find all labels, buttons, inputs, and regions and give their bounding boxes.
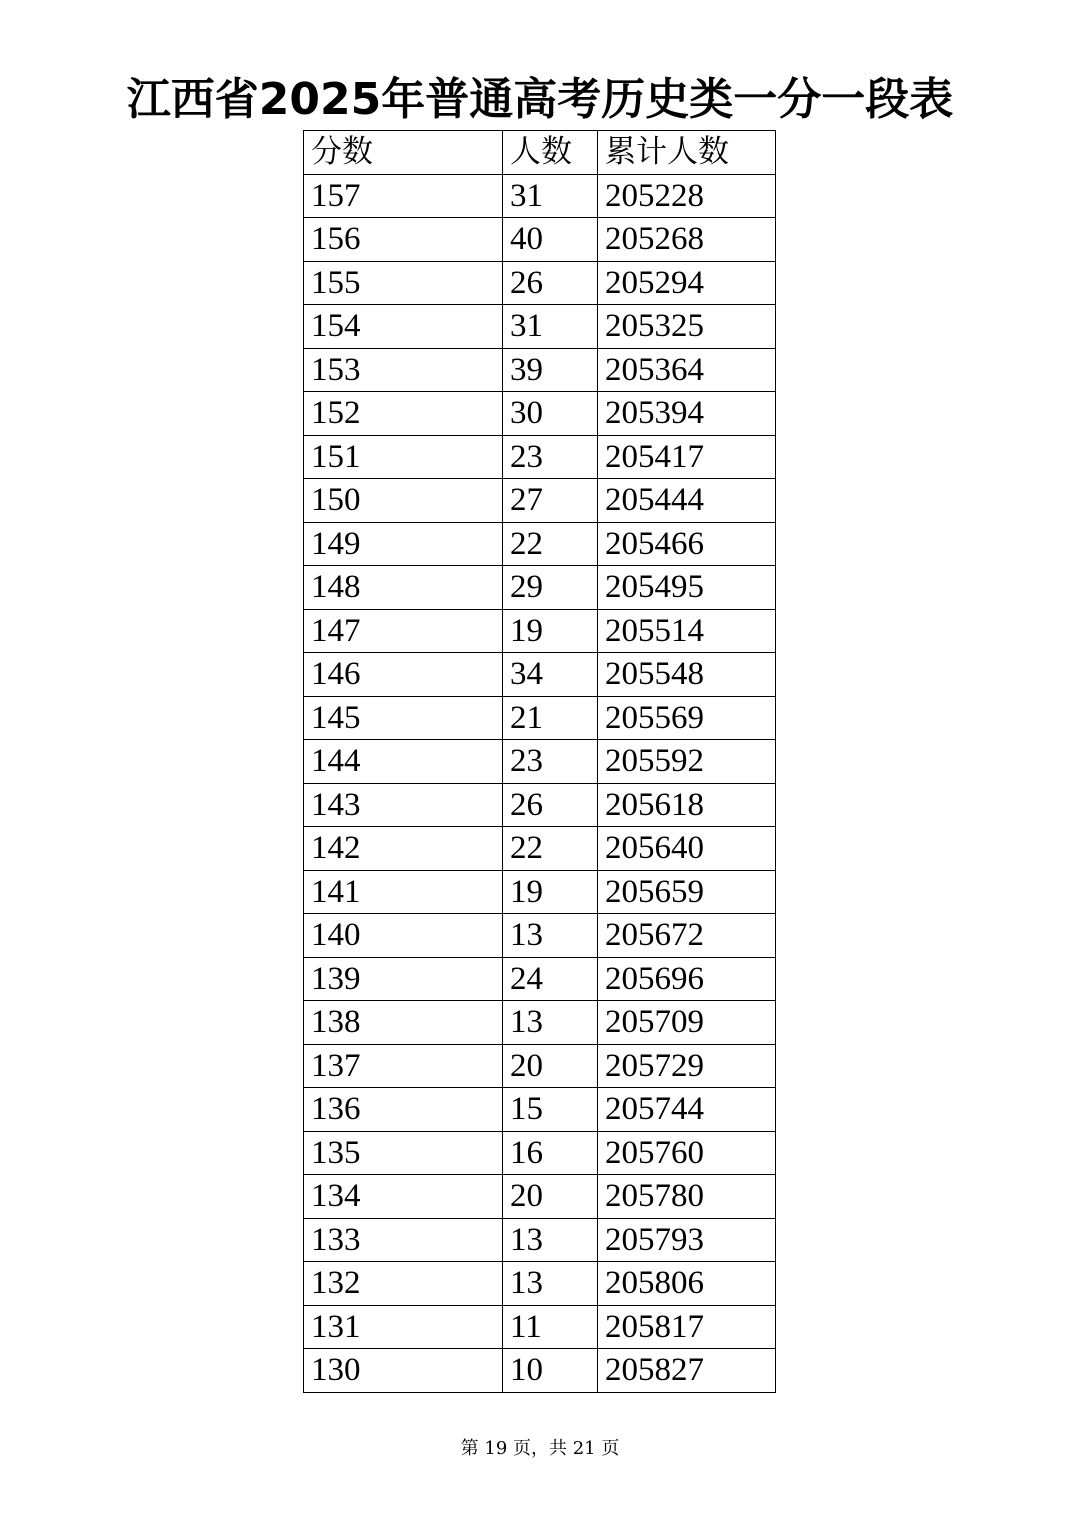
cell-cumulative: 205806 (598, 1262, 776, 1306)
cell-cumulative: 205827 (598, 1349, 776, 1393)
cell-score: 132 (304, 1262, 503, 1306)
cell-score: 137 (304, 1044, 503, 1088)
cell-cumulative: 205325 (598, 305, 776, 349)
cell-cumulative: 205780 (598, 1175, 776, 1219)
cell-count: 26 (503, 783, 598, 827)
score-distribution-table (303, 130, 776, 1393)
cell-cumulative: 205548 (598, 653, 776, 697)
cell-score: 139 (304, 957, 503, 1001)
cell-score: 146 (304, 653, 503, 697)
cell-count: 21 (503, 696, 598, 740)
table-row (304, 1088, 776, 1132)
cell-score: 148 (304, 566, 503, 610)
cell-cumulative: 205444 (598, 479, 776, 523)
table-row (304, 609, 776, 653)
cell-score: 151 (304, 435, 503, 479)
cell-count: 31 (503, 174, 598, 218)
header-count: 人数 (503, 131, 598, 175)
cell-cumulative: 205618 (598, 783, 776, 827)
table-row (304, 261, 776, 305)
cell-cumulative: 205592 (598, 740, 776, 784)
page-footer: 第 19 页，共 21 页 (460, 1438, 620, 1459)
header-score: 分数 (304, 131, 503, 175)
page-title: 江西省2025年普通高考历史类一分一段表 (126, 74, 954, 125)
cell-cumulative: 205569 (598, 696, 776, 740)
cell-count: 16 (503, 1131, 598, 1175)
cell-count: 13 (503, 1001, 598, 1045)
cell-score: 131 (304, 1305, 503, 1349)
table-row (304, 827, 776, 871)
cell-score: 138 (304, 1001, 503, 1045)
cell-score: 134 (304, 1175, 503, 1219)
cell-count: 23 (503, 740, 598, 784)
table-row (304, 435, 776, 479)
table-row (304, 1001, 776, 1045)
table-row (304, 783, 776, 827)
cell-score: 152 (304, 392, 503, 436)
table-row (304, 1131, 776, 1175)
cell-score: 157 (304, 174, 503, 218)
cell-cumulative: 205294 (598, 261, 776, 305)
table-row (304, 522, 776, 566)
table-row (304, 1262, 776, 1306)
cell-count: 22 (503, 522, 598, 566)
table-row (304, 218, 776, 262)
table-row (304, 870, 776, 914)
cell-count: 13 (503, 914, 598, 958)
cell-count: 13 (503, 1218, 598, 1262)
table-row (304, 957, 776, 1001)
cell-count: 23 (503, 435, 598, 479)
table-row (304, 174, 776, 218)
cell-score: 144 (304, 740, 503, 784)
cell-score: 140 (304, 914, 503, 958)
cell-score: 133 (304, 1218, 503, 1262)
table-row (304, 1175, 776, 1219)
cell-score: 150 (304, 479, 503, 523)
cell-count: 26 (503, 261, 598, 305)
table-row (304, 392, 776, 436)
cell-score: 147 (304, 609, 503, 653)
cell-count: 29 (503, 566, 598, 610)
cell-score: 156 (304, 218, 503, 262)
cell-cumulative: 205672 (598, 914, 776, 958)
cell-count: 15 (503, 1088, 598, 1132)
header-cumulative: 累计人数 (598, 131, 776, 175)
table-row (304, 566, 776, 610)
cell-count: 19 (503, 609, 598, 653)
cell-cumulative: 205394 (598, 392, 776, 436)
cell-cumulative: 205228 (598, 174, 776, 218)
cell-count: 24 (503, 957, 598, 1001)
cell-score: 155 (304, 261, 503, 305)
cell-count: 20 (503, 1175, 598, 1219)
cell-score: 149 (304, 522, 503, 566)
cell-count: 19 (503, 870, 598, 914)
cell-cumulative: 205268 (598, 218, 776, 262)
cell-score: 143 (304, 783, 503, 827)
cell-cumulative: 205466 (598, 522, 776, 566)
table-row (304, 348, 776, 392)
cell-cumulative: 205760 (598, 1131, 776, 1175)
cell-cumulative: 205659 (598, 870, 776, 914)
cell-count: 34 (503, 653, 598, 697)
table-row (304, 696, 776, 740)
cell-count: 30 (503, 392, 598, 436)
cell-cumulative: 205495 (598, 566, 776, 610)
cell-score: 142 (304, 827, 503, 871)
cell-score: 136 (304, 1088, 503, 1132)
cell-cumulative: 205729 (598, 1044, 776, 1088)
cell-score: 130 (304, 1349, 503, 1393)
cell-score: 135 (304, 1131, 503, 1175)
cell-cumulative: 205640 (598, 827, 776, 871)
cell-cumulative: 205417 (598, 435, 776, 479)
cell-count: 39 (503, 348, 598, 392)
table-row (304, 914, 776, 958)
cell-score: 154 (304, 305, 503, 349)
table-row (304, 1044, 776, 1088)
table-header-row (304, 131, 776, 175)
cell-score: 141 (304, 870, 503, 914)
cell-count: 40 (503, 218, 598, 262)
table-row (304, 653, 776, 697)
cell-count: 10 (503, 1349, 598, 1393)
cell-count: 20 (503, 1044, 598, 1088)
cell-cumulative: 205744 (598, 1088, 776, 1132)
cell-count: 27 (503, 479, 598, 523)
table-body (304, 174, 776, 1392)
cell-count: 22 (503, 827, 598, 871)
cell-cumulative: 205696 (598, 957, 776, 1001)
cell-score: 145 (304, 696, 503, 740)
table-row (304, 479, 776, 523)
cell-count: 13 (503, 1262, 598, 1306)
cell-cumulative: 205709 (598, 1001, 776, 1045)
table-row (304, 1349, 776, 1393)
table-row (304, 740, 776, 784)
table-row (304, 305, 776, 349)
table-row (304, 1305, 776, 1349)
cell-cumulative: 205514 (598, 609, 776, 653)
cell-cumulative: 205364 (598, 348, 776, 392)
cell-count: 31 (503, 305, 598, 349)
cell-cumulative: 205817 (598, 1305, 776, 1349)
cell-count: 11 (503, 1305, 598, 1349)
table-row (304, 1218, 776, 1262)
cell-score: 153 (304, 348, 503, 392)
cell-cumulative: 205793 (598, 1218, 776, 1262)
